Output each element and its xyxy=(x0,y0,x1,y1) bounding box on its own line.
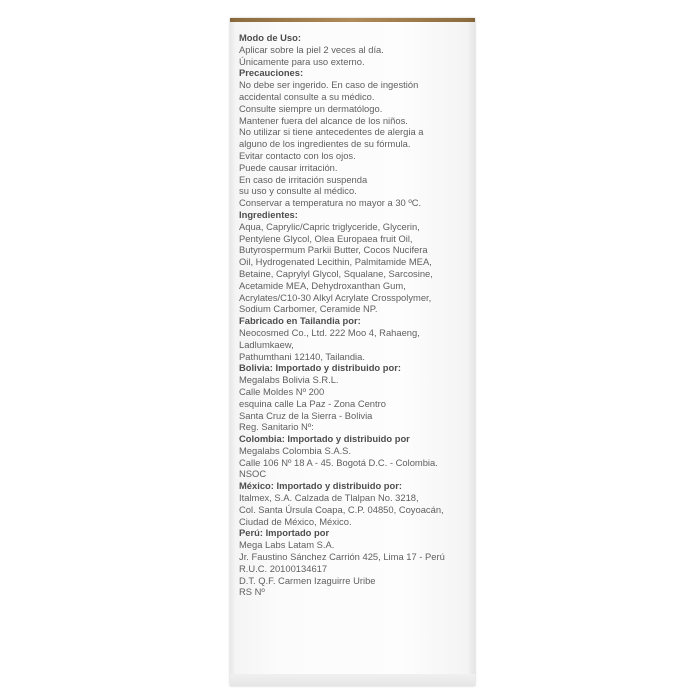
label-line: Consulte siempre un dermatólogo. xyxy=(239,102,383,114)
label-line: Pathumthani 12140, Tailandia. xyxy=(239,350,365,362)
label-text-block xyxy=(239,32,471,598)
label-line: Acrylates/C10-30 Alkyl Acrylate Crosspolymer, xyxy=(239,291,432,303)
label-heading: Colombia: Importado y distribuido por xyxy=(239,433,410,445)
label-line: Butyrospermum Parkii Butter, Cocos Nucifera xyxy=(239,244,428,256)
label-line: Ladlumkaew, xyxy=(239,338,294,350)
label-line: Mantener fuera del alcance de los niños. xyxy=(239,114,408,126)
label-heading: Fabricado en Tailandia por: xyxy=(239,315,361,327)
label-heading: México: Importado y distribuido por: xyxy=(239,480,403,492)
product-box-side-panel xyxy=(230,18,475,686)
label-line: No debe ser ingerido. En caso de ingestión xyxy=(239,79,419,91)
label-line: Conservar a temperatura no mayor a 30 ºC. xyxy=(239,197,422,209)
label-line: Betaine, Caprylyl Glycol, Squalane, Sarcosine, xyxy=(239,267,433,279)
label-line: Megalabs Colombia S.A.S. xyxy=(239,444,352,456)
label-heading: Precauciones: xyxy=(239,67,304,79)
label-line: Santa Cruz de la Sierra - Bolivia xyxy=(239,409,373,421)
box-top-edge xyxy=(230,18,475,22)
label-line: Únicamente para uso externo. xyxy=(239,55,365,67)
label-line: En caso de irritación suspenda xyxy=(239,173,368,185)
label-line: No utilizar si tiene antecedentes de alergia a xyxy=(239,126,424,138)
label-line: Italmex, S.A. Calzada de Tlalpan No. 3218, xyxy=(239,492,419,504)
label-line: Acetamide MEA, Dehydroxanthan Gum, xyxy=(239,279,406,291)
box-bottom-edge xyxy=(230,674,475,686)
label-line: Calle 106 Nº 18 A - 45. Bogotá D.C. - Colombia. xyxy=(239,456,438,468)
label-line: Sodium Carbomer, Ceramide NP. xyxy=(239,303,378,315)
label-line: su uso y consulte al médico. xyxy=(239,185,357,197)
label-heading: Perú: Importado por xyxy=(239,527,330,539)
label-line: Ciudad de México, México. xyxy=(239,515,352,527)
label-line: Jr. Faustino Sánchez Carrión 425, Lima 17 - Perú xyxy=(239,551,445,563)
label-heading: Modo de Uso: xyxy=(239,32,301,43)
label-line: RS Nº xyxy=(239,586,265,598)
label-line: NSOC xyxy=(239,468,267,480)
label-line: Megalabs Bolivia S.R.L. xyxy=(239,374,339,386)
label-line: Neocosmed Co., Ltd. 222 Moo 4, Rahaeng, xyxy=(239,326,420,338)
label-line: accidental consulte a su médico. xyxy=(239,90,375,102)
label-line: Evitar contacto con los ojos. xyxy=(239,149,356,161)
label-line: esquina calle La Paz - Zona Centro xyxy=(239,397,386,409)
box-left-shading xyxy=(230,18,236,686)
label-line: D.T. Q.F. Carmen Izaguirre Uribe xyxy=(239,574,376,586)
label-line: Oil, Hydrogenated Lecithin, Palmitamide MEA, xyxy=(239,256,432,268)
label-heading: Ingredientes: xyxy=(239,208,298,220)
label-line: Reg. Sanitario Nº: xyxy=(239,421,314,433)
label-line: Aqua, Caprylic/Capric triglyceride, Glycerin, xyxy=(239,220,420,232)
label-line: Pentylene Glycol, Olea Europaea fruit Oil, xyxy=(239,232,413,244)
label-line: Calle Moldes Nº 200 xyxy=(239,385,325,397)
label-line: Mega Labs Latam S.A. xyxy=(239,539,335,551)
label-line: Col. Santa Úrsula Coapa, C.P. 04850, Coyoacán, xyxy=(239,503,444,515)
label-line: Aplicar sobre la piel 2 veces al día. xyxy=(239,43,384,55)
label-heading: Bolivia: Importado y distribuido por: xyxy=(239,362,401,374)
label-line: Puede causar irritación. xyxy=(239,161,338,173)
label-line: alguno de los ingredientes de su fórmula. xyxy=(239,138,411,150)
label-line: R.U.C. 20100134617 xyxy=(239,562,328,574)
